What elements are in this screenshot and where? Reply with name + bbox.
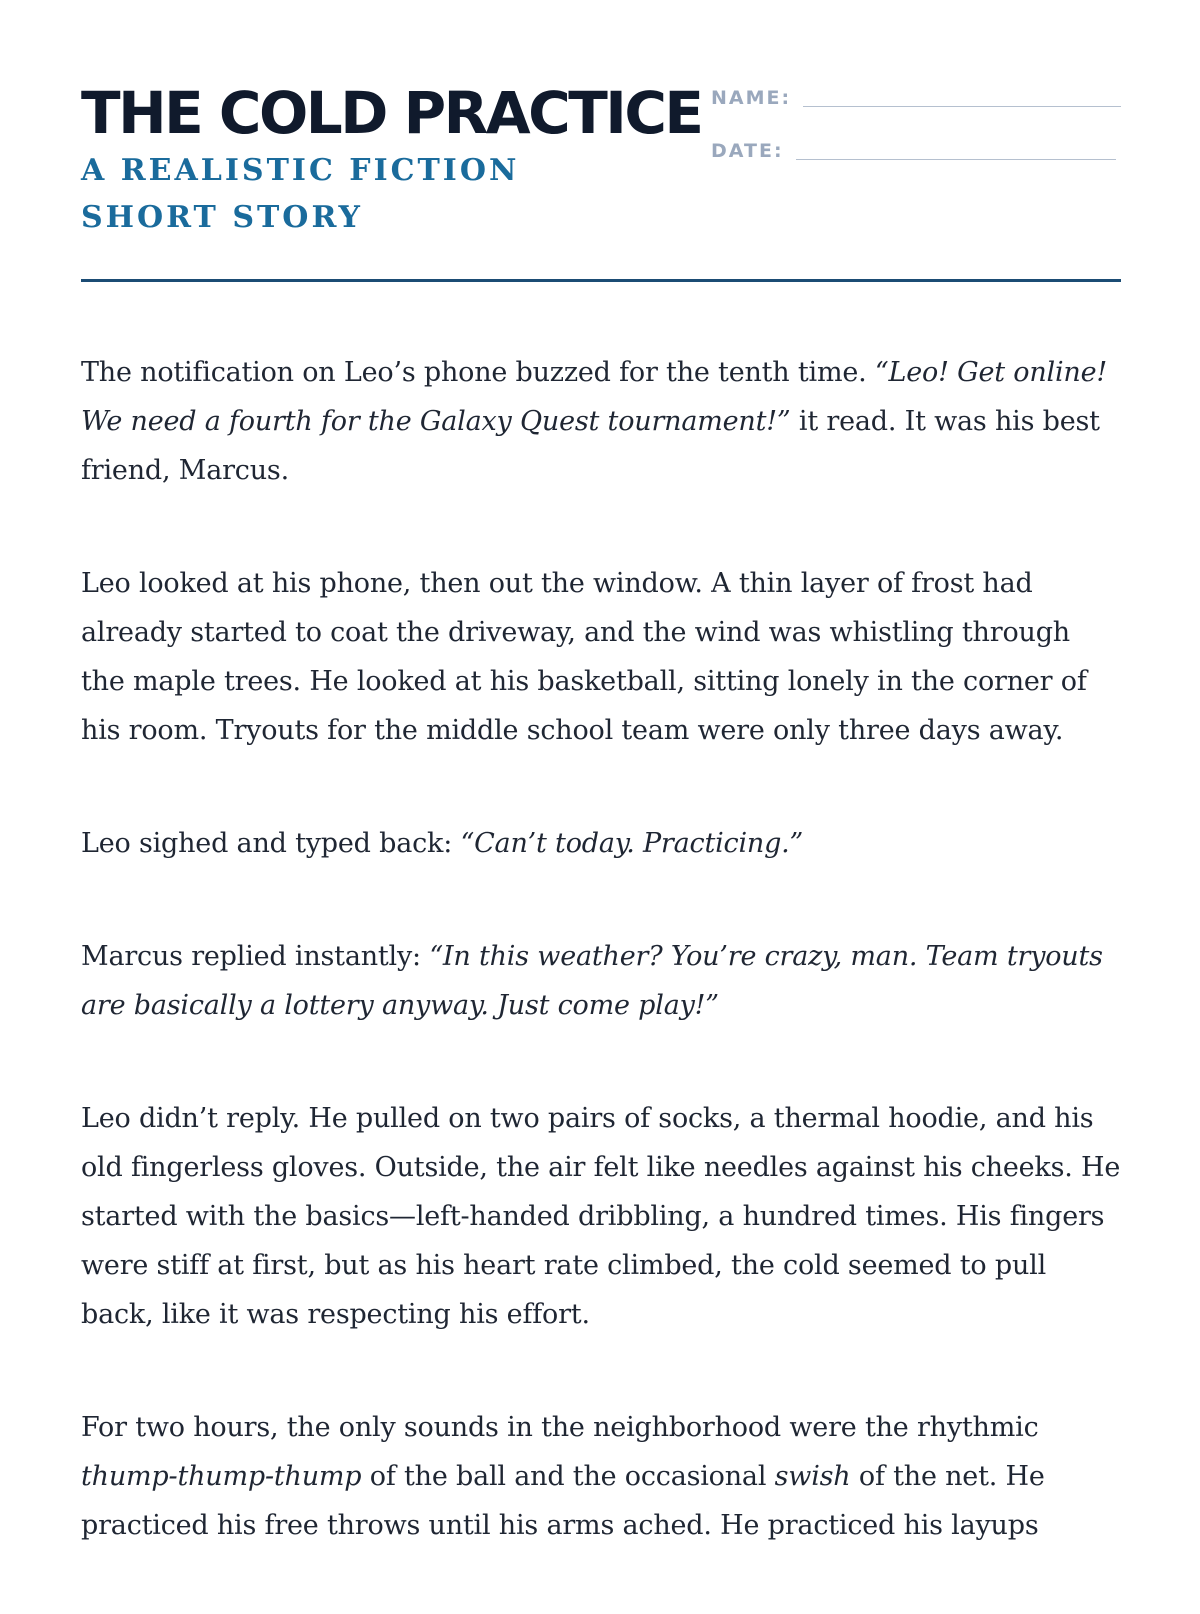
paragraph-3-text-a: Leo sighed and typed back: [81, 828, 461, 859]
story-body [81, 348, 1121, 1614]
story-subtitle: A REALISTIC FICTION SHORT STORY [81, 153, 520, 235]
paragraph-3-text-message: “Can’t today. Practicing.” [460, 828, 804, 859]
paragraph-6-sound-swish: swish [774, 1461, 851, 1492]
paragraph-4-text-message: “In this weather? You’re crazy, man. Team tryouts are basically a lottery anyway. Just come play!” [81, 941, 1103, 1021]
paragraph-6-text-a: For two hours, the only sounds in the neighborhood were the rhythmic [81, 1412, 1039, 1443]
story-paragraph-2: Leo looked at his phone, then out the window. A thin layer of frost had already started to coat the driveway, and the wind was whistling through the maple trees. He looked at his basketball, sitting lonely in the corner of his room. Tryouts for the middle school team were only three days away. [81, 568, 1087, 746]
date-label: DATE: [711, 140, 784, 162]
story-title: THE COLD PRACTICE [81, 79, 702, 147]
worksheet-header [81, 0, 1121, 284]
story-paragraph-3 [81, 819, 1121, 868]
paragraph-1-text-message: “Leo! Get online! We need a fourth for the Galaxy Quest tournament!” [81, 357, 1108, 437]
story-paragraph-5: Leo didn’t reply. He pulled on two pairs of socks, a thermal hoodie, and his old fingerless gloves. Outside, the air felt like needles against his cheeks. He started with the basics—left-handed dribbling, a hundred times. His fingers were stiff at first, but as his heart rate climbed, the cold seemed to pull back, like it was respecting his effort. [81, 1103, 1121, 1330]
paragraph-6-text-c: of the ball and the occasional [361, 1461, 775, 1492]
name-label: NAME: [711, 87, 792, 109]
story-paragraph-6 [81, 1403, 1121, 1550]
paragraph-6-sound-thump: thump-thump-thump [81, 1461, 362, 1492]
name-field[interactable] [711, 87, 1121, 109]
paragraph-1-text-a: The notification on Leo’s phone buzzed for the tenth time. [81, 357, 875, 388]
story-paragraph-1 [81, 348, 1121, 495]
paragraph-1-text-c: it read. It was his best friend, Marcus. [81, 406, 1100, 486]
name-blank-line[interactable] [803, 105, 1121, 107]
story-paragraph-4 [81, 932, 1121, 1030]
paragraph-6-text-e: of the net. He practiced his free throws until his arms ached. He practiced his layups [81, 1461, 1045, 1541]
header-divider [81, 279, 1121, 282]
paragraph-4-text-a: Marcus replied instantly: [81, 941, 430, 972]
date-blank-line[interactable] [796, 158, 1116, 160]
worksheet-page [81, 0, 1121, 1541]
date-field[interactable] [711, 140, 1116, 162]
